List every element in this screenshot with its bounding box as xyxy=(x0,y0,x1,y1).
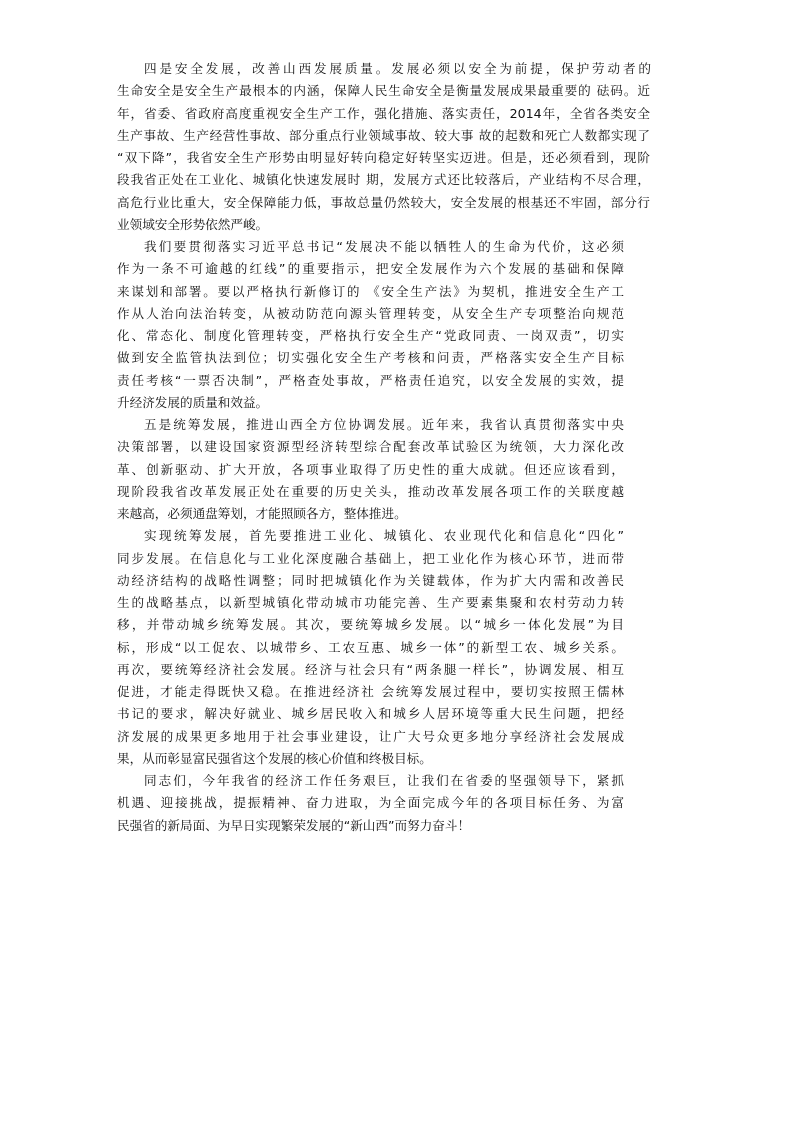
text-line: “双下降”，我省安全生产形势由明显好转向稳定好转坚实迈进。但是，还必须看到，现阶 xyxy=(117,150,650,165)
text-line: 责任考核“一票否决制”，严格查处事故，严格责任追究，以安全发展的实效，提 xyxy=(117,372,624,388)
text-line: 现阶段我省改革发展正处在重要的历史关头，推动改革发展各项工作的关联度越 xyxy=(117,483,624,499)
text-line: 机遇、迎接挑战，提振精神、奋力进取，为全面完成今年的各项目标任务、为富 xyxy=(117,795,624,811)
paragraph-5 xyxy=(117,770,687,837)
text-line: 我们要贯彻落实习近平总书记“发展决不能以牺牲人的生命为代价，这必须 xyxy=(144,239,624,254)
text-line: 化、常态化、制度化管理转变，严格执行安全生产“党政同责、一岗双责”，切实 xyxy=(117,328,624,343)
text-line: 实现统筹发展，首先要推进工业化、城镇化、农业现代化和信息化“四化” xyxy=(144,528,624,544)
text-line: 来越高，必须通盘筹划，才能照顾各方，整体推进。 xyxy=(117,506,407,521)
text-line: 作从人治向法治转变，从被动防范向源头管理转变，从安全生产专项整治向规范 xyxy=(117,305,624,321)
paragraph-2 xyxy=(117,236,687,414)
text-line: 段我省正处在工业化、城镇化快速发展时 期，发展方式还比较落后，产业结构不尽合理， xyxy=(117,172,650,188)
text-line: 革、创新驱动、扩大开放，各项事业取得了历史性的重大成就。但还应该看到， xyxy=(117,461,624,477)
text-line: 书记的要求，解决好就业、城乡居民收入和城乡人居环境等重大民生问题，把经 xyxy=(117,706,624,722)
text-line: 民强省的新局面、为早日实现繁荣发展的“新山西”而努力奋斗！ xyxy=(117,817,471,833)
paragraph-1 xyxy=(117,58,687,236)
text-line: 决策部署，以建设国家资源型经济转型综合配套改革试验区为统领，大力深化改 xyxy=(117,439,624,455)
text-line: 五是统筹发展，推进山西全方位协调发展。近年来，我省认真贯彻落实中央 xyxy=(144,417,624,432)
text-line: 四是安全发展，改善山西发展质量。发展必须以安全为前提，保护劳动者的 xyxy=(144,61,651,76)
text-line: 生命安全是安全生产最根本的内涵，保障人民生命安全是衡量发展成果最重要的 砝码。近 xyxy=(117,83,650,99)
paragraph-4 xyxy=(117,525,687,770)
text-line: 做到安全监管执法到位；切实强化安全生产考核和问责，严格落实安全生产目标 xyxy=(117,350,624,366)
text-line: 济发展的成果更多地用于社会事业建设，让广大号众更多地分享经济社会发展成 xyxy=(117,728,624,744)
text-line: 来谋划和部署。要以严格执行新修订的 《安全生产法》为契机，推进安全生产工 xyxy=(117,283,624,299)
text-line: 标，形成“以工促农、以城带乡、工农互惠、城乡一体”的新型工农、城乡关系。 xyxy=(117,639,624,655)
text-line: 促进，才能走得既快又稳。在推进经济社 会统筹发展过程中，要切实按照王儒林 xyxy=(117,684,624,699)
text-line: 同志们，今年我省的经济工作任务艰巨，让我们在省委的坚强领导下，紧抓 xyxy=(144,773,624,788)
paragraph-3 xyxy=(117,414,687,525)
text-line: 同步发展。在信息化与工业化深度融合基础上，把工业化作为核心环节，进而带 xyxy=(117,550,624,566)
text-line: 年，省委、省政府高度重视安全生产工作，强化措施、落实责任，2014年，全省各类安全 xyxy=(117,105,650,121)
text-line: 业领域安全形势依然严峻。 xyxy=(117,216,269,232)
text-line: 升经济发展的质量和效益。 xyxy=(117,394,269,410)
text-line: 果，从而彰显富民强省这个发展的核心价值和终极目标。 xyxy=(117,750,432,766)
text-line: 生产事故、生产经营性事故、部分重点行业领域事故、较大事 故的起数和死亡人数都实现了 xyxy=(117,127,650,143)
text-line: 移，并带动城乡统筹发展。其次，要统筹城乡发展。以“城乡一体化发展”为目 xyxy=(117,617,624,633)
text-line: 再次，要统筹经济社会发展。经济与社会只有“两条腿一样长”，协调发展、相互 xyxy=(117,661,624,677)
text-line: 作为一条不可逾越的红线”的重要指示，把安全发展作为六个发展的基础和保障 xyxy=(117,261,624,277)
text-line: 动经济结构的战略性调整；同时把城镇化作为关键载体，作为扩大内需和改善民 xyxy=(117,572,624,588)
text-line: 生的战略基点，以新型城镇化带动城市功能完善、生产要素集聚和农村劳动力转 xyxy=(117,595,624,610)
text-line: 高危行业比重大，安全保障能力低，事故总量仍然较大，安全发展的根基还不牢固，部分行 xyxy=(117,194,650,210)
document-body xyxy=(117,58,687,837)
